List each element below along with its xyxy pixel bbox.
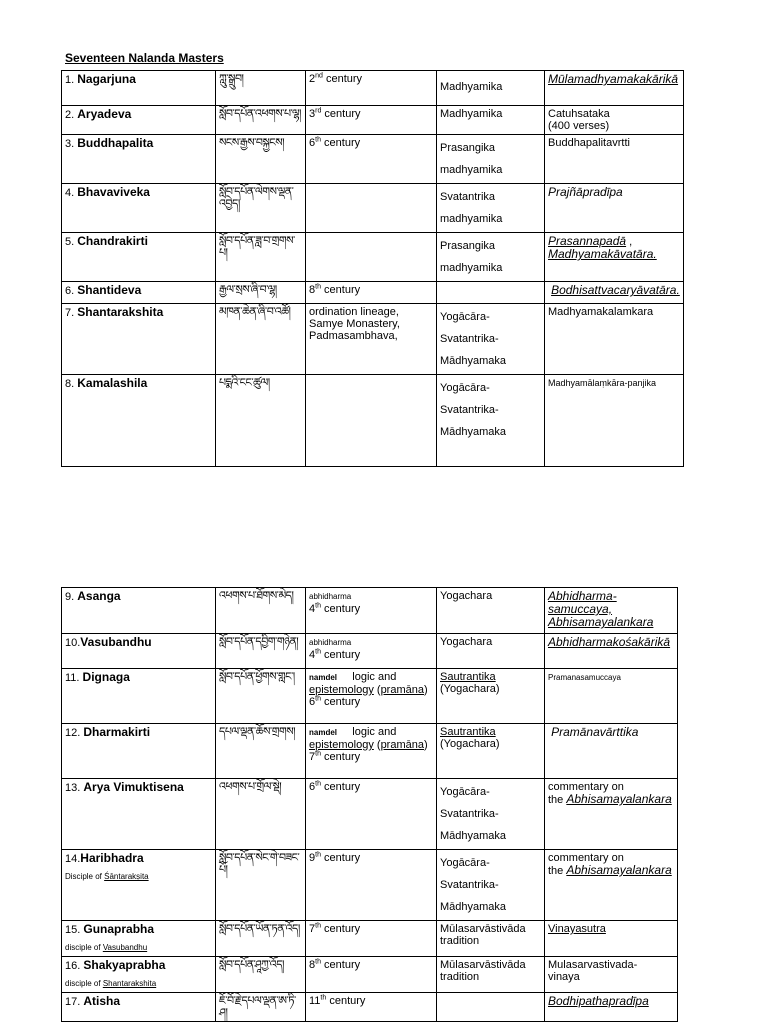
name-cell: 10.Vasubandhu: [62, 634, 216, 669]
name-cell: 12. Dharmakirti: [62, 724, 216, 779]
name-cell: 9. Asanga: [62, 588, 216, 634]
school-cell: [437, 282, 545, 304]
tibetan-name: སློབ་དཔོན་ཟླ་བ་གྲགས་པ།: [216, 233, 306, 282]
table-row: [62, 282, 684, 304]
century-cell: 8th century: [306, 282, 437, 304]
name-cell: 14.Haribhadra Disciple of Śāntarakṣita: [62, 850, 216, 921]
master-name: Nagarjuna: [77, 72, 136, 86]
master-name: Aryadeva: [77, 107, 132, 121]
table-row: [62, 135, 684, 184]
table-row: [62, 779, 678, 850]
master-name: Kamalashila: [77, 376, 148, 390]
school-cell: Sautrantika (Yogachara): [437, 669, 545, 724]
century-cell: abhidharma 4th century: [306, 634, 437, 669]
name-cell: 16. Shakyaprabha disciple of Shantarakshita: [62, 957, 216, 993]
table-row: [62, 634, 678, 669]
tibetan-name: སློབ་དཔོན་སེང་གེ་བཟང་པོ།: [216, 850, 306, 921]
name-cell: 3. Buddhapalita: [62, 135, 216, 184]
name-cell: 5. Chandrakirti: [62, 233, 216, 282]
school-cell: Prasangika madhyamika: [437, 233, 545, 282]
tibetan-name: སློབ་དཔོན་དབྱིག་གཉེན།: [216, 634, 306, 669]
tibetan-name: པདྨའི་ངང་ཚུལ།: [216, 375, 306, 467]
school-cell: Yogachara: [437, 634, 545, 669]
text-cell: Prasannapadā , Madhyamakāvatāra.: [545, 233, 684, 282]
master-name: Chandrakirti: [77, 234, 148, 248]
tibetan-name: འཕགས་པ་གྲོལ་སྡེ།: [216, 779, 306, 850]
text-cell: Bodhisattvacaryāvatāra.: [545, 282, 684, 304]
text-cell: Buddhapalitavrtti: [545, 135, 684, 184]
tibetan-name: སློབ་དཔོན་འཕགས་པ་ལྷ།: [216, 106, 306, 135]
tibetan-name: འཕགས་པ་ཐོགས་མེད།: [216, 588, 306, 634]
table-row: [62, 304, 684, 375]
name-cell: 17. Atisha: [62, 993, 216, 1022]
table-row: [62, 921, 678, 957]
name-cell: 4. Bhavaviveka: [62, 184, 216, 233]
school-cell: Yogācāra- Svatantrika- Mādhyamaka: [437, 779, 545, 850]
tibetan-name: སློབ་དཔོན་ཕྱོགས་གླང་།: [216, 669, 306, 724]
page-title: Seventeen Nalanda Masters: [65, 51, 224, 65]
century-cell: [306, 375, 437, 467]
tibetan-name: སློབ་དཔོན་ལེགས་ལྡན་འབྱེད།: [216, 184, 306, 233]
master-name: Haribhadra: [80, 851, 144, 865]
century-cell: 11th century: [306, 993, 437, 1022]
name-cell: 1. Nagarjuna: [62, 71, 216, 106]
school-cell: Yogachara: [437, 588, 545, 634]
century-cell: abhidharma 4th century: [306, 588, 437, 634]
master-name: Gunaprabha: [83, 922, 155, 936]
table-row: [62, 106, 684, 135]
century-cell: 2nd century: [306, 71, 437, 106]
topic-cell: namdel logic and epistemology (pramāna) 7th century: [306, 724, 437, 779]
text-cell: Vinayasutra: [545, 921, 678, 957]
text-cell: commentary on the Abhisamayalankara: [545, 850, 678, 921]
masters-table-1: [61, 70, 684, 467]
century-cell: 9th century: [306, 850, 437, 921]
master-name: Shakyaprabha: [83, 958, 166, 972]
text-cell: Pramanasamuccaya: [545, 669, 678, 724]
text-cell: Catuhsataka (400 verses): [545, 106, 684, 135]
text-cell: Madhyamakalamkara: [545, 304, 684, 375]
century-cell: 6th century: [306, 135, 437, 184]
text-cell: Abhidharmakośakārikā: [545, 634, 678, 669]
master-name: Dharmakirti: [83, 725, 151, 739]
note-cell: ordination lineage, Samye Monastery, Padmasambhava,: [306, 304, 437, 375]
school-cell: Sautrantika (Yogachara): [437, 724, 545, 779]
master-name: Shantarakshita: [77, 305, 164, 319]
table-row: [62, 233, 684, 282]
table-row: [62, 588, 678, 634]
tibetan-name: ཀླུ་སྒྲུབ།: [216, 71, 306, 106]
tibetan-name: སློབ་དཔོན་ཡོན་ཏན་འོད།: [216, 921, 306, 957]
tibetan-name: སངས་རྒྱས་བསྐྱངས།: [216, 135, 306, 184]
school-cell: Madhyamika: [437, 71, 545, 106]
text-cell: Mulasarvastivada- vinaya: [545, 957, 678, 993]
text-cell: Pramānavārttika: [545, 724, 678, 779]
table-row: [62, 957, 678, 993]
master-name: Atisha: [83, 994, 121, 1008]
name-cell: 2. Aryadeva: [62, 106, 216, 135]
tibetan-name: མཁན་ཆེན་ཞི་བ་འཚོ།: [216, 304, 306, 375]
century-cell: [306, 233, 437, 282]
text-cell: Mūlamadhyamakakārikā: [545, 71, 684, 106]
school-cell: Mūlasarvāstivāda tradition: [437, 957, 545, 993]
master-name: Vasubandhu: [80, 635, 152, 649]
tibetan-name: རྒྱལ་སྲས་ཞི་བ་ལྷ།: [216, 282, 306, 304]
master-name: Buddhapalita: [77, 136, 154, 150]
table-row: [62, 184, 684, 233]
school-cell: Yogācāra- Svatantrika- Mādhyamaka: [437, 304, 545, 375]
school-cell: Prasangika madhyamika: [437, 135, 545, 184]
school-cell: Yogācāra- Svatantrika- Mādhyamaka: [437, 850, 545, 921]
name-cell: 15. Gunaprabha disciple of Vasubandhu: [62, 921, 216, 957]
tibetan-name: སློབ་དཔོན་ཤཱཀྱ་འོད།: [216, 957, 306, 993]
school-cell: [437, 993, 545, 1022]
school-cell: Yogācāra- Svatantrika- Mādhyamaka: [437, 375, 545, 467]
text-cell: Prajñāpradīpa: [545, 184, 684, 233]
table-row: [62, 993, 678, 1022]
master-name: Dignaga: [82, 670, 130, 684]
table-row: [62, 724, 678, 779]
table-row: [62, 375, 684, 467]
tibetan-name: ཇོ་བོ་རྗེ་དཔལ་ལྡན་ཨ་ཏི་ཤ།: [216, 993, 306, 1022]
master-name: Bhavaviveka: [77, 185, 150, 199]
text-cell: Bodhipathapradīpa: [545, 993, 678, 1022]
topic-cell: namdel logic and epistemology (pramāna) 6th century: [306, 669, 437, 724]
century-cell: 3rd century: [306, 106, 437, 135]
table-row: [62, 850, 678, 921]
master-name: Shantideva: [77, 283, 142, 297]
master-name: Arya Vimuktisena: [83, 780, 184, 794]
master-name: Asanga: [77, 589, 121, 603]
masters-table-2: [61, 587, 678, 1022]
school-cell: Svatantrika madhyamika: [437, 184, 545, 233]
name-cell: 7. Shantarakshita: [62, 304, 216, 375]
century-cell: 8th century: [306, 957, 437, 993]
tibetan-name: དཔལ་ལྡན་ཆོས་གྲགས།: [216, 724, 306, 779]
text-cell: Madhyamālaṃkāra-panjika: [545, 375, 684, 467]
table-row: [62, 669, 678, 724]
school-cell: Mūlasarvāstivāda tradition: [437, 921, 545, 957]
text-cell: Abhidharma-samuccaya, Abhisamayalankara: [545, 588, 678, 634]
name-cell: 11. Dignaga: [62, 669, 216, 724]
name-cell: 8. Kamalashila: [62, 375, 216, 467]
name-cell: 13. Arya Vimuktisena: [62, 779, 216, 850]
century-cell: 6th century: [306, 779, 437, 850]
table-row: [62, 71, 684, 106]
school-cell: Madhyamika: [437, 106, 545, 135]
name-cell: 6. Shantideva: [62, 282, 216, 304]
century-cell: 7th century: [306, 921, 437, 957]
century-cell: [306, 184, 437, 233]
text-cell: commentary on the Abhisamayalankara: [545, 779, 678, 850]
